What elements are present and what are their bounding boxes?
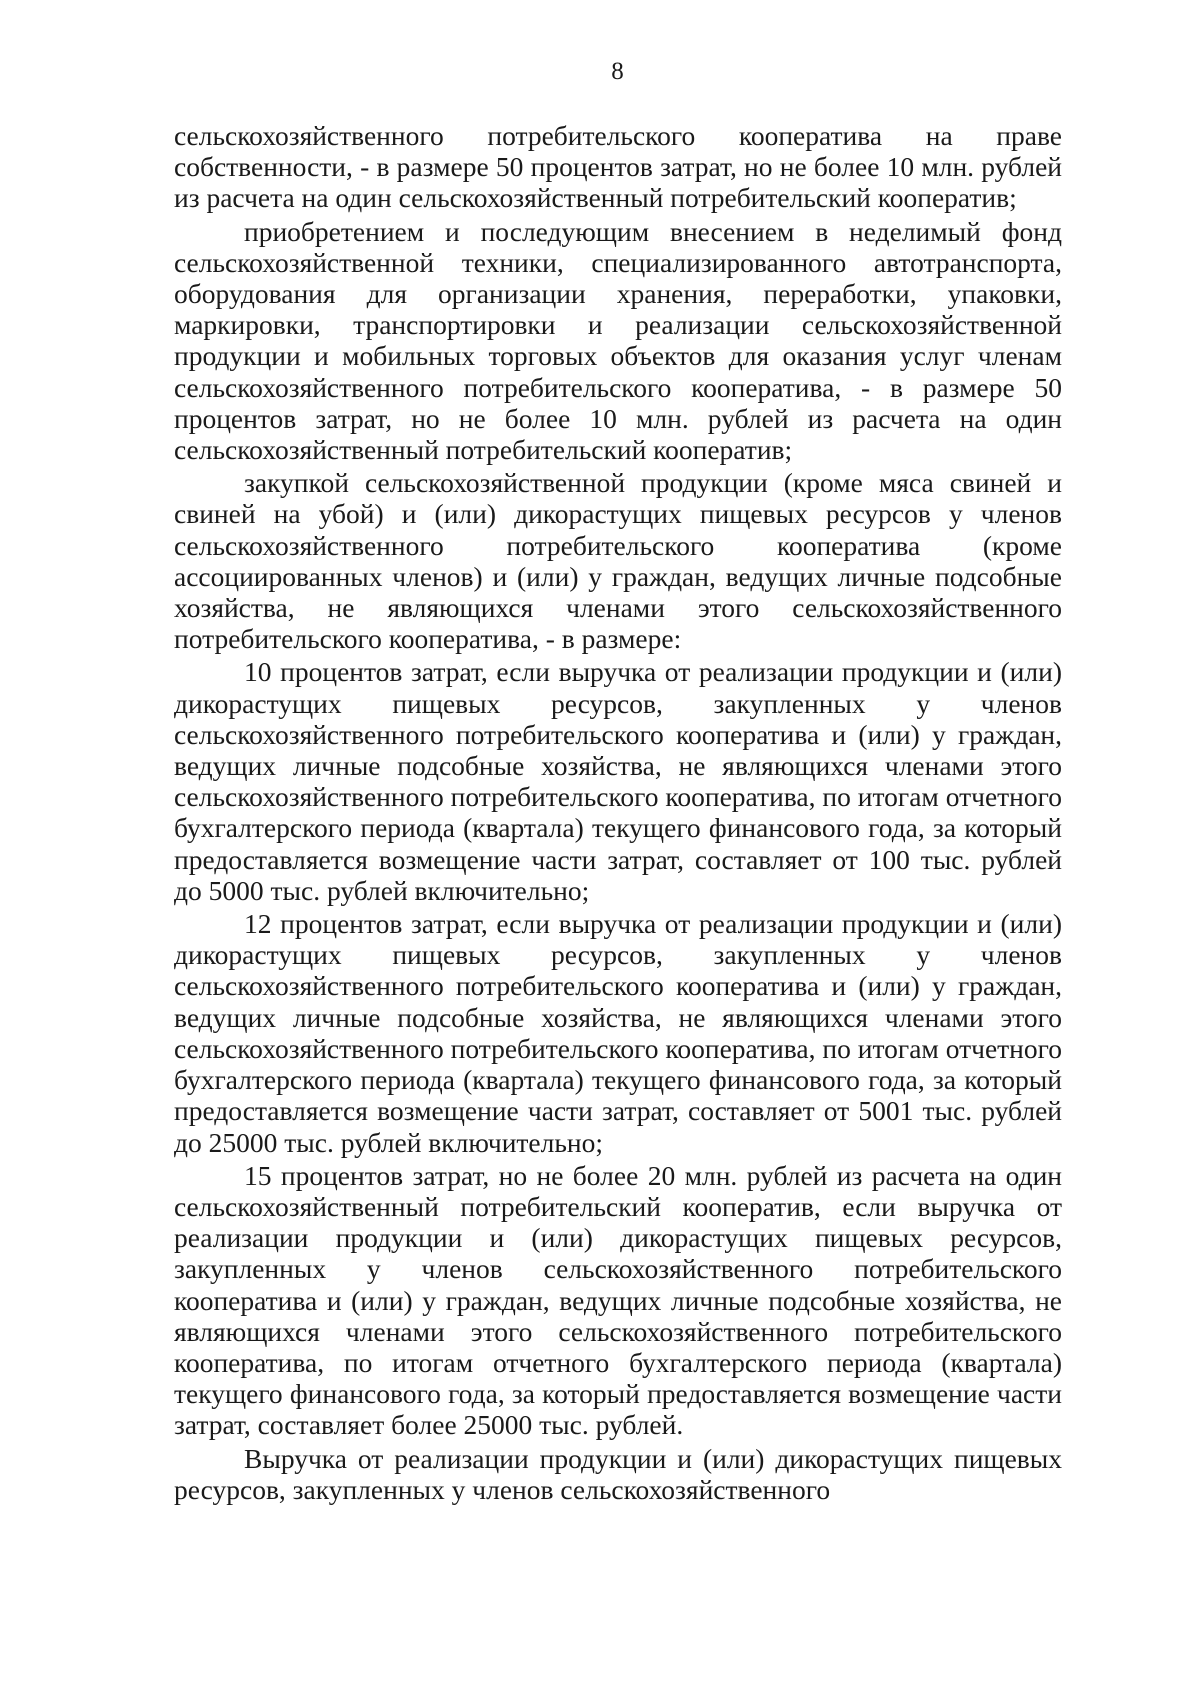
document-body xyxy=(174,120,1062,1505)
paragraph: 15 процентов затрат, но не более 20 млн. рублей из расчета на один сельскохозяйственный потребительский кооператив, если выручка от реализации продукции и (или) дикорастущих пищевых ресурсов, закупленных у членов сельскохозяйственного потребительского кооператива и (или) у граждан, ведущих личные подсобные хозяйства, не являющихся членами этого сельскохозяйственного потребительского кооператива, по итогам отчетного бухгалтерского периода (квартала) текущего финансового года, за который предоставляется возмещение части затрат, составляет более 25000 тыс. рублей. xyxy=(174,1159,1062,1441)
paragraph: сельскохозяйственного потребительского кооператива на праве собственности, - в размере 50 процентов затрат, но не более 10 млн. рублей из расчета на один сельскохозяйственный потребительский кооператив; xyxy=(174,120,1062,214)
page-number: 8 xyxy=(611,58,624,85)
paragraph: закупкой сельскохозяйственной продукции (кроме мяса свиней и свиней на убой) и (или) дикорастущих пищевых ресурсов у членов сельскохозяйственного потребительского кооператива (кроме ассоциированных членов) и (или) у граждан, ведущих личные подсобные хозяйства, не являющихся членами этого сельскохозяйственного потребительского кооператива, - в размере: xyxy=(174,467,1062,655)
paragraph: 10 процентов затрат, если выручка от реализации продукции и (или) дикорастущих пищевых ресурсов, закупленных у членов сельскохозяйственного потребительского кооператива и (или) у граждан, ведущих личные подсобные хозяйства, не являющихся членами этого сельскохозяйственного потребительского кооператива, по итогам отчетного бухгалтерского периода (квартала) текущего финансового года, за который предоставляется возмещение части затрат, составляет от 100 тыс. рублей до 5000 тыс. рублей включительно; xyxy=(174,656,1062,906)
paragraph: 12 процентов затрат, если выручка от реализации продукции и (или) дикорастущих пищевых ресурсов, закупленных у членов сельскохозяйственного потребительского кооператива и (или) у граждан, ведущих личные подсобные хозяйства, не являющихся членами этого сельскохозяйственного потребительского кооператива, по итогам отчетного бухгалтерского периода (квартала) текущего финансового года, за который предоставляется возмещение части затрат, составляет от 5001 тыс. рублей до 25000 тыс. рублей включительно; xyxy=(174,908,1062,1158)
paragraph: Выручка от реализации продукции и (или) дикорастущих пищевых ресурсов, закупленных у членов сельскохозяйственного xyxy=(174,1442,1062,1505)
paragraph: приобретением и последующим внесением в неделимый фонд сельскохозяйственной техники, специализированного автотранспорта, оборудования для организации хранения, переработки, упаковки, маркировки, транспортировки и реализации сельскохозяйственной продукции и мобильных торговых объектов для оказания услуг членам сельскохозяйственного потребительского кооператива, - в размере 50 процентов затрат, но не более 10 млн. рублей из расчета на один сельскохозяйственный потребительский кооператив; xyxy=(174,215,1062,466)
